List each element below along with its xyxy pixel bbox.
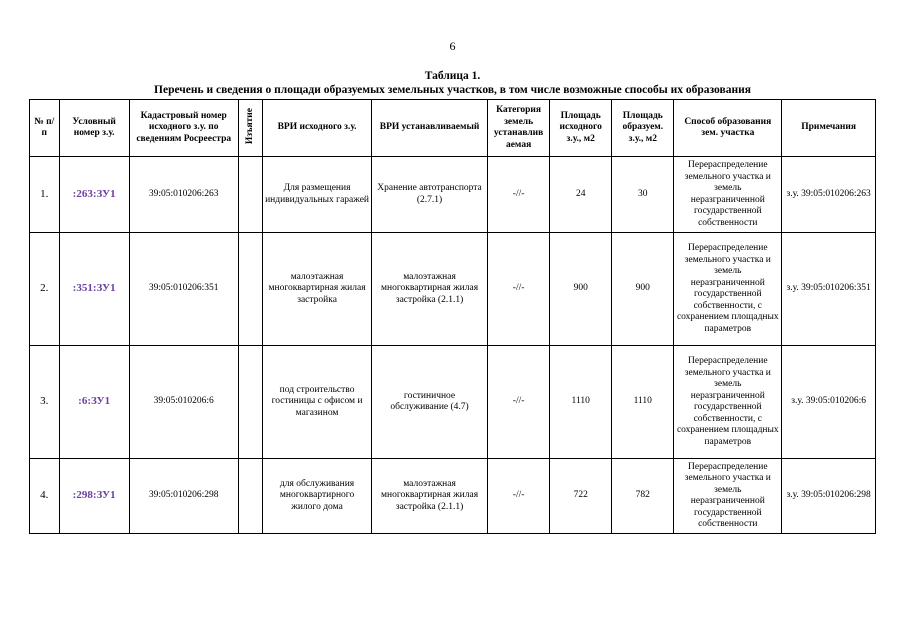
vri-set: малоэтажная многоквартирная жилая застройка (2.1.1) xyxy=(372,459,488,534)
area-formed: 1110 xyxy=(612,346,674,459)
area-source: 24 xyxy=(550,157,612,233)
formation-method: Перераспределение земельного участка и земель неразграниченной государственной собственности xyxy=(674,157,782,233)
header-notes: Примечания xyxy=(782,100,876,157)
land-category: -//- xyxy=(488,459,550,534)
table-caption-title: Таблица 1. xyxy=(424,70,481,82)
table-row xyxy=(30,157,876,233)
conditional-number: :263:ЗУ1 xyxy=(59,157,129,233)
header-category: Категория земель устанавлив аемая xyxy=(488,100,550,157)
table-caption xyxy=(0,69,905,97)
conditional-number: :6:ЗУ1 xyxy=(59,346,129,459)
vri-source: малоэтажная многоквартирная жилая застройка xyxy=(263,233,372,346)
notes: з.у. 39:05:010206:6 xyxy=(782,346,876,459)
vri-source: для обслуживания многоквартирного жилого дома xyxy=(263,459,372,534)
table-row xyxy=(30,459,876,534)
land-category: -//- xyxy=(488,346,550,459)
cadastral-number: 39:05:010206:263 xyxy=(129,157,238,233)
land-category: -//- xyxy=(488,157,550,233)
withdrawal-cell xyxy=(238,233,262,346)
conditional-number: :298:ЗУ1 xyxy=(59,459,129,534)
land-category: -//- xyxy=(488,233,550,346)
table-caption-description: Перечень и сведения о площади образуемых земельных участков, в том числе возможные способы их образования xyxy=(154,84,751,96)
row-num: 1. xyxy=(30,157,60,233)
area-formed: 782 xyxy=(612,459,674,534)
vri-source: Для размещения индивидуальных гаражей xyxy=(263,157,372,233)
vri-source: под строительство гостиницы с офисом и магазином xyxy=(263,346,372,459)
header-withdrawal-label: Изъятие xyxy=(244,107,255,144)
area-formed: 900 xyxy=(612,233,674,346)
row-num: 3. xyxy=(30,346,60,459)
header-vri-set: ВРИ устанавливаемый xyxy=(372,100,488,157)
cadastral-number: 39:05:010206:298 xyxy=(129,459,238,534)
table-row xyxy=(30,346,876,459)
area-source: 1110 xyxy=(550,346,612,459)
vri-set: Хранение автотранспорта (2.7.1) xyxy=(372,157,488,233)
table-header-row xyxy=(30,100,876,157)
area-source: 900 xyxy=(550,233,612,346)
vri-set: гостиничное обслуживание (4.7) xyxy=(372,346,488,459)
header-vri-source: ВРИ исходного з.у. xyxy=(263,100,372,157)
area-source: 722 xyxy=(550,459,612,534)
page-number: 6 xyxy=(449,39,456,53)
header-area-source: Площадь исходного з.у., м2 xyxy=(550,100,612,157)
withdrawal-cell xyxy=(238,346,262,459)
cadastral-number: 39:05:010206:6 xyxy=(129,346,238,459)
cadastral-number: 39:05:010206:351 xyxy=(129,233,238,346)
notes: з.у. 39:05:010206:351 xyxy=(782,233,876,346)
formation-method: Перераспределение земельного участка и земель неразграниченной государственной собственности, с сохранением площадных параметров xyxy=(674,346,782,459)
area-formed: 30 xyxy=(612,157,674,233)
row-num: 4. xyxy=(30,459,60,534)
header-conditional-number: Условный номер з.у. xyxy=(59,100,129,157)
notes: з.у. 39:05:010206:263 xyxy=(782,157,876,233)
withdrawal-cell xyxy=(238,459,262,534)
formation-method: Перераспределение земельного участка и земель неразграниченной государственной собственности xyxy=(674,459,782,534)
withdrawal-cell xyxy=(238,157,262,233)
header-withdrawal xyxy=(238,100,262,157)
row-num: 2. xyxy=(30,233,60,346)
table-row xyxy=(30,233,876,346)
header-area-formed: Площадь образуем. з.у., м2 xyxy=(612,100,674,157)
header-num: № п/п xyxy=(30,100,60,157)
notes: з.у. 39:05:010206:298 xyxy=(782,459,876,534)
conditional-number: :351:ЗУ1 xyxy=(59,233,129,346)
header-cadastral-number: Кадастровый номер исходного з.у. по сведениям Росреестра xyxy=(129,100,238,157)
vri-set: малоэтажная многоквартирная жилая застройка (2.1.1) xyxy=(372,233,488,346)
land-plots-table xyxy=(29,99,876,534)
header-formation-method: Способ образования зем. участка xyxy=(674,100,782,157)
formation-method: Перераспределение земельного участка и земель неразграниченной государственной собственности, с сохранением площадных параметров xyxy=(674,233,782,346)
